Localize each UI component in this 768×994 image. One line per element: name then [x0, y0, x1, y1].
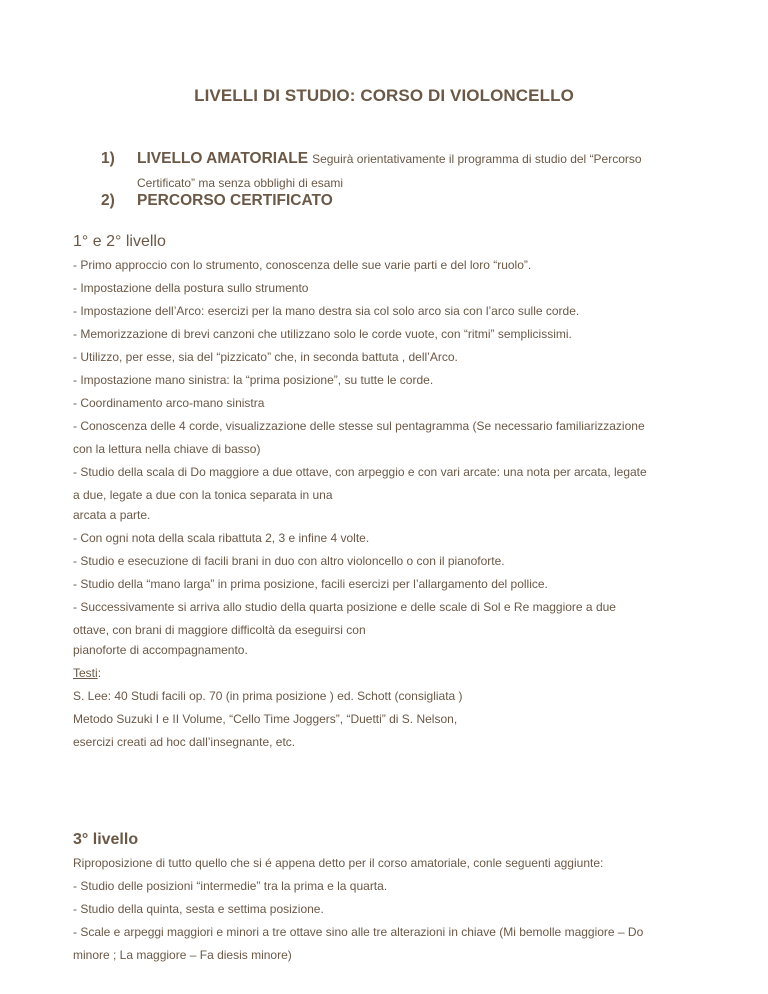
text-line: - Coordinamento arco-mano sinistra	[73, 396, 265, 410]
text-line: - Impostazione dell’Arco: esercizi per la mano destra sia col solo arco sia con l’arco sulle corde.	[73, 304, 580, 318]
text-line: - Memorizzazione di brevi canzoni che utilizzano solo le corde vuote, con “ritmi” semplicissimi.	[73, 327, 572, 341]
section-heading-level-3: 3° livello	[73, 831, 139, 848]
list-description: Seguirà orientativamente il programma di studio del “Percorso	[312, 152, 642, 166]
text-line: ottave, con brani di maggiore difficoltà da eseguirsi con	[73, 623, 366, 637]
text-line: arcata a parte.	[73, 508, 151, 522]
text-line: - Studio della “mano larga” in prima posizione, facili esercizi per l’allargamento del pollice.	[73, 577, 548, 591]
text-line: - Impostazione mano sinistra: la “prima posizione”, su tutte le corde.	[73, 373, 434, 387]
testi-label-line: Testi:	[73, 666, 102, 680]
list-number: 1)	[101, 150, 115, 167]
text-line: - Scale e arpeggi maggiori e minori a tre ottave sino alle tre alterazioni in chiave (Mi bemolle maggiore – Do	[73, 925, 644, 939]
page-title: LIVELLI DI STUDIO: CORSO DI VIOLONCELLO	[194, 86, 574, 105]
text-line: - Studio e esecuzione di facili brani in duo con altro violoncello o con il pianoforte.	[73, 554, 505, 568]
list-heading: LIVELLO AMATORIALE Seguirà orientativamente il programma di studio del “Percorso	[137, 150, 642, 167]
text-line: - Studio della scala di Do maggiore a due ottave, con arpeggio e con vari arcate: una nota per arcata, legate	[73, 465, 647, 479]
text-line: - Primo approccio con lo strumento, conoscenza delle sue varie parti e del loro “ruolo”.	[73, 258, 532, 272]
text-line: - Successivamente si arriva allo studio della quarta posizione e delle scale di Sol e Re maggiore a due	[73, 600, 616, 614]
text-line: minore ; La maggiore – Fa diesis minore)	[73, 948, 292, 962]
text-line: Metodo Suzuki I e II Volume, “Cello Time Joggers”, “Duetti” di S. Nelson,	[73, 712, 458, 726]
testi-label: Testi	[73, 666, 98, 680]
list-description-continuation: Certificato” ma senza obblighi di esami	[137, 176, 344, 190]
text-line: - Utilizzo, per esse, sia del “pizzicato” che, in seconda battuta , dell’Arco.	[73, 350, 458, 364]
text-line: a due, legate a due con la tonica separata in una	[73, 488, 333, 502]
text-line: - Con ogni nota della scala ribattuta 2, 3 e infine 4 volte.	[73, 531, 370, 545]
section-heading-level-1-2: 1° e 2° livello	[73, 233, 166, 250]
text-line: - Conoscenza delle 4 corde, visualizzazione delle stesse sul pentagramma (Se necessario familiarizzazione	[73, 419, 645, 433]
text-line: - Impostazione della postura sullo strumento	[73, 281, 309, 295]
list-heading: PERCORSO CERTIFICATO	[137, 192, 333, 209]
text-line: esercizi creati ad hoc dall’insegnante, etc.	[73, 735, 296, 749]
text-line: con la lettura nella chiave di basso)	[73, 442, 261, 456]
text-line: Riproposizione di tutto quello che si é appena detto per il corso amatoriale, conle seguenti aggiunte:	[73, 856, 604, 870]
text-line: S. Lee: 40 Studi facili op. 70 (in prima posizione ) ed. Schott (consigliata )	[73, 689, 463, 703]
text-line: - Studio della quinta, sesta e settima posizione.	[73, 902, 324, 916]
text-line: - Studio delle posizioni “intermedie” tra la prima e la quarta.	[73, 879, 388, 893]
list-number: 2)	[101, 192, 115, 209]
text-line: pianoforte di accompagnamento.	[73, 643, 248, 657]
